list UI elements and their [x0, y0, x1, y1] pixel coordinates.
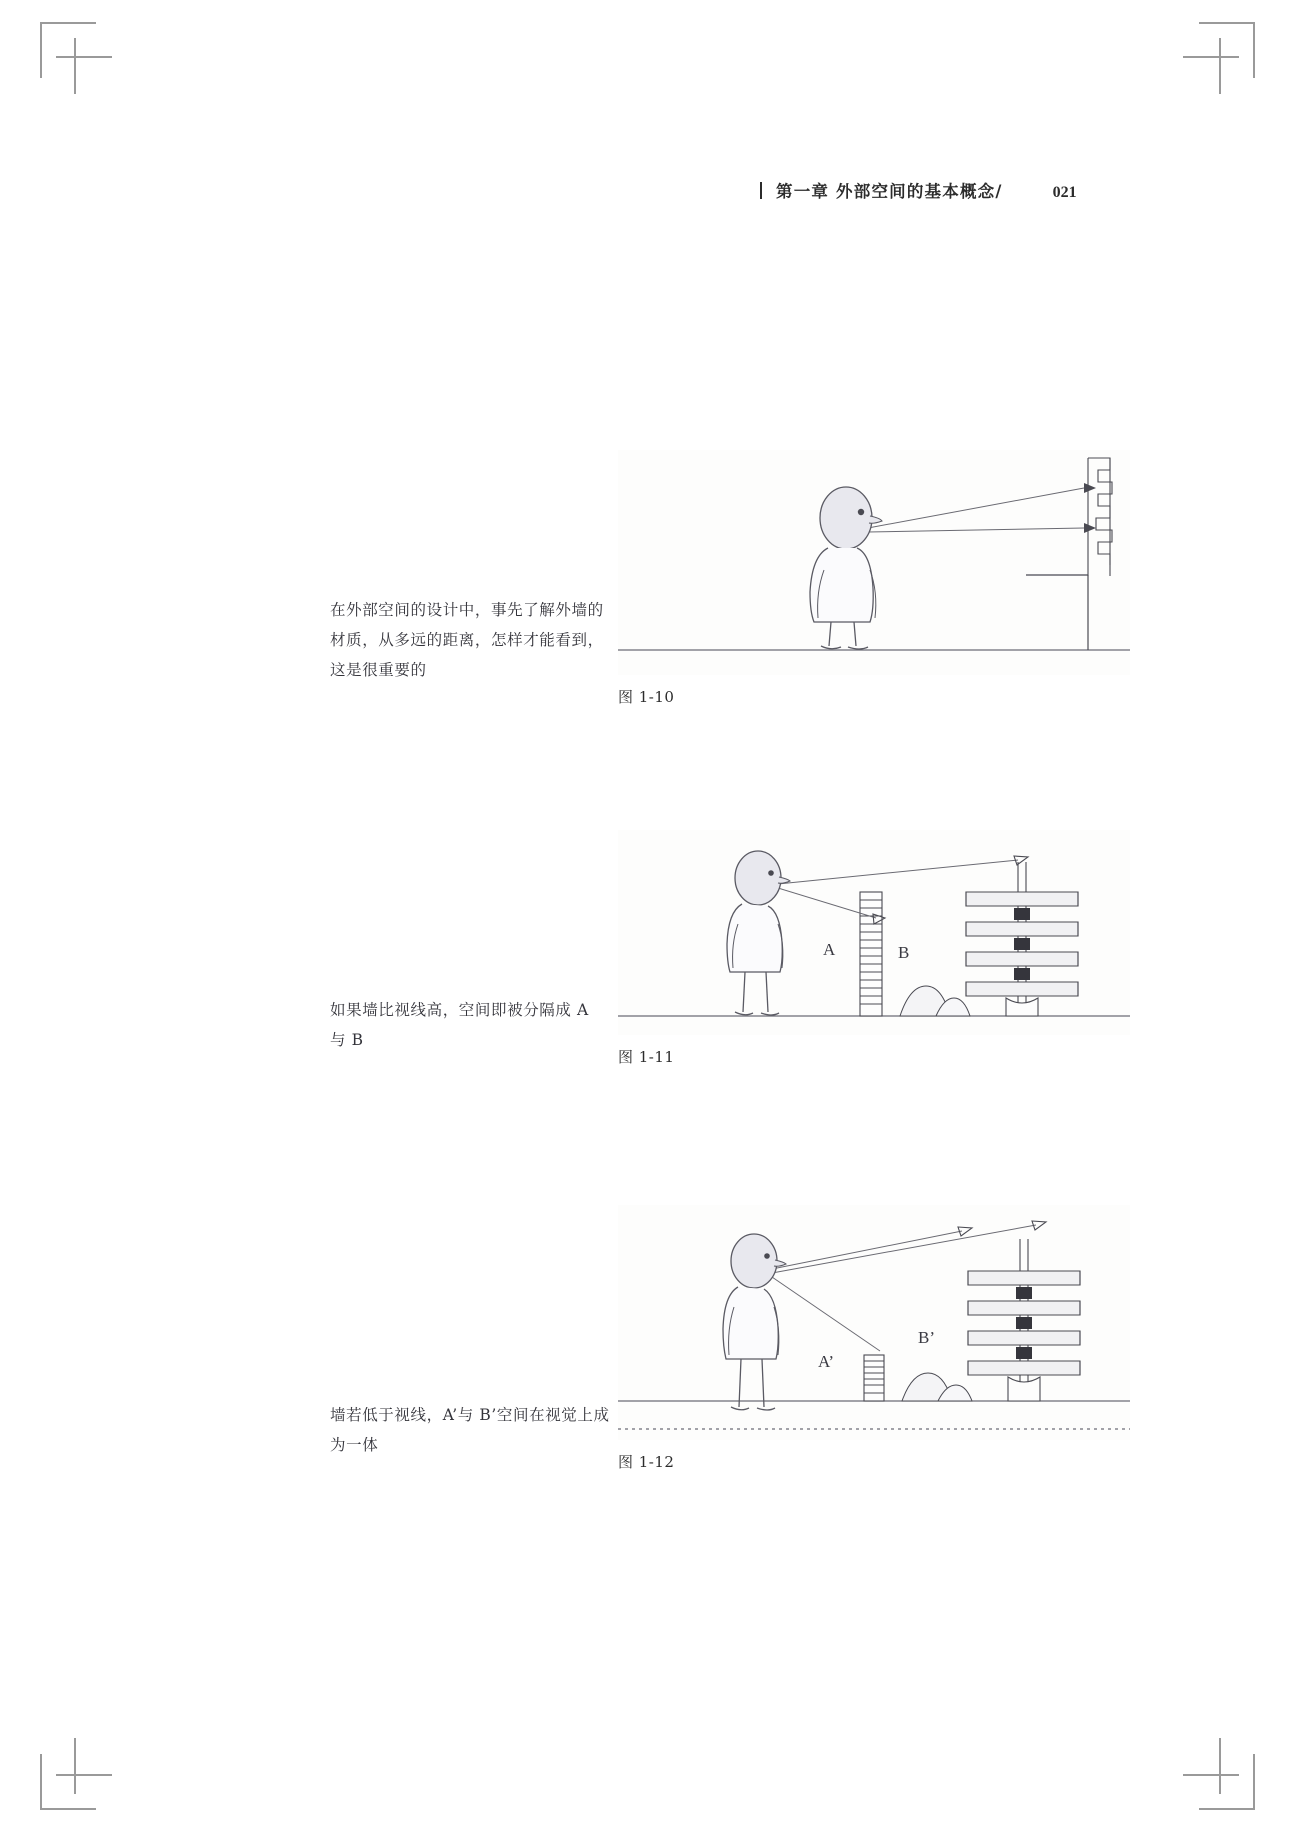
- crop-mark-top-left: [40, 22, 96, 78]
- figure-1-10-caption: 图 1-10: [618, 688, 675, 706]
- running-head: [760, 178, 1120, 202]
- crop-mark-bottom-right: [1199, 1754, 1255, 1810]
- page-number: 021: [1052, 184, 1077, 201]
- header-rule: [760, 182, 762, 199]
- figure-1-11: [618, 830, 1130, 1067]
- figure-1-10: [618, 450, 1130, 707]
- figure-1-11-caption: 图 1-11: [618, 1048, 675, 1066]
- figure-1-12-side-text: 墙若低于视线，A’与 B’空间在视觉上成为一体: [330, 1406, 610, 1454]
- figure-1-11-image: [618, 830, 1130, 1035]
- figure-1-12: [618, 1205, 1130, 1472]
- figure-1-10-image: [618, 450, 1130, 675]
- figure-1-12-image: [618, 1205, 1130, 1440]
- chapter-title: 第一章 外部空间的基本概念/: [776, 182, 1003, 201]
- figure-1-12-label-b-prime: B’: [918, 1328, 935, 1347]
- figure-1-10-side-text: 在外部空间的设计中，事先了解外墙的材质，从多远的距离，怎样才能看到，这是很重要的: [330, 601, 604, 679]
- figure-1-11-label-b: B: [898, 943, 910, 962]
- figure-1-12-label-a-prime: A’: [818, 1352, 835, 1371]
- crop-mark-top-right: [1199, 22, 1255, 78]
- figure-1-11-side-text: 如果墙比视线高，空间即被分隔成 A 与 B: [330, 1001, 589, 1049]
- crop-mark-bottom-left: [40, 1754, 96, 1810]
- figure-1-11-label-a: A: [823, 940, 836, 959]
- figure-1-12-caption: 图 1-12: [618, 1453, 675, 1471]
